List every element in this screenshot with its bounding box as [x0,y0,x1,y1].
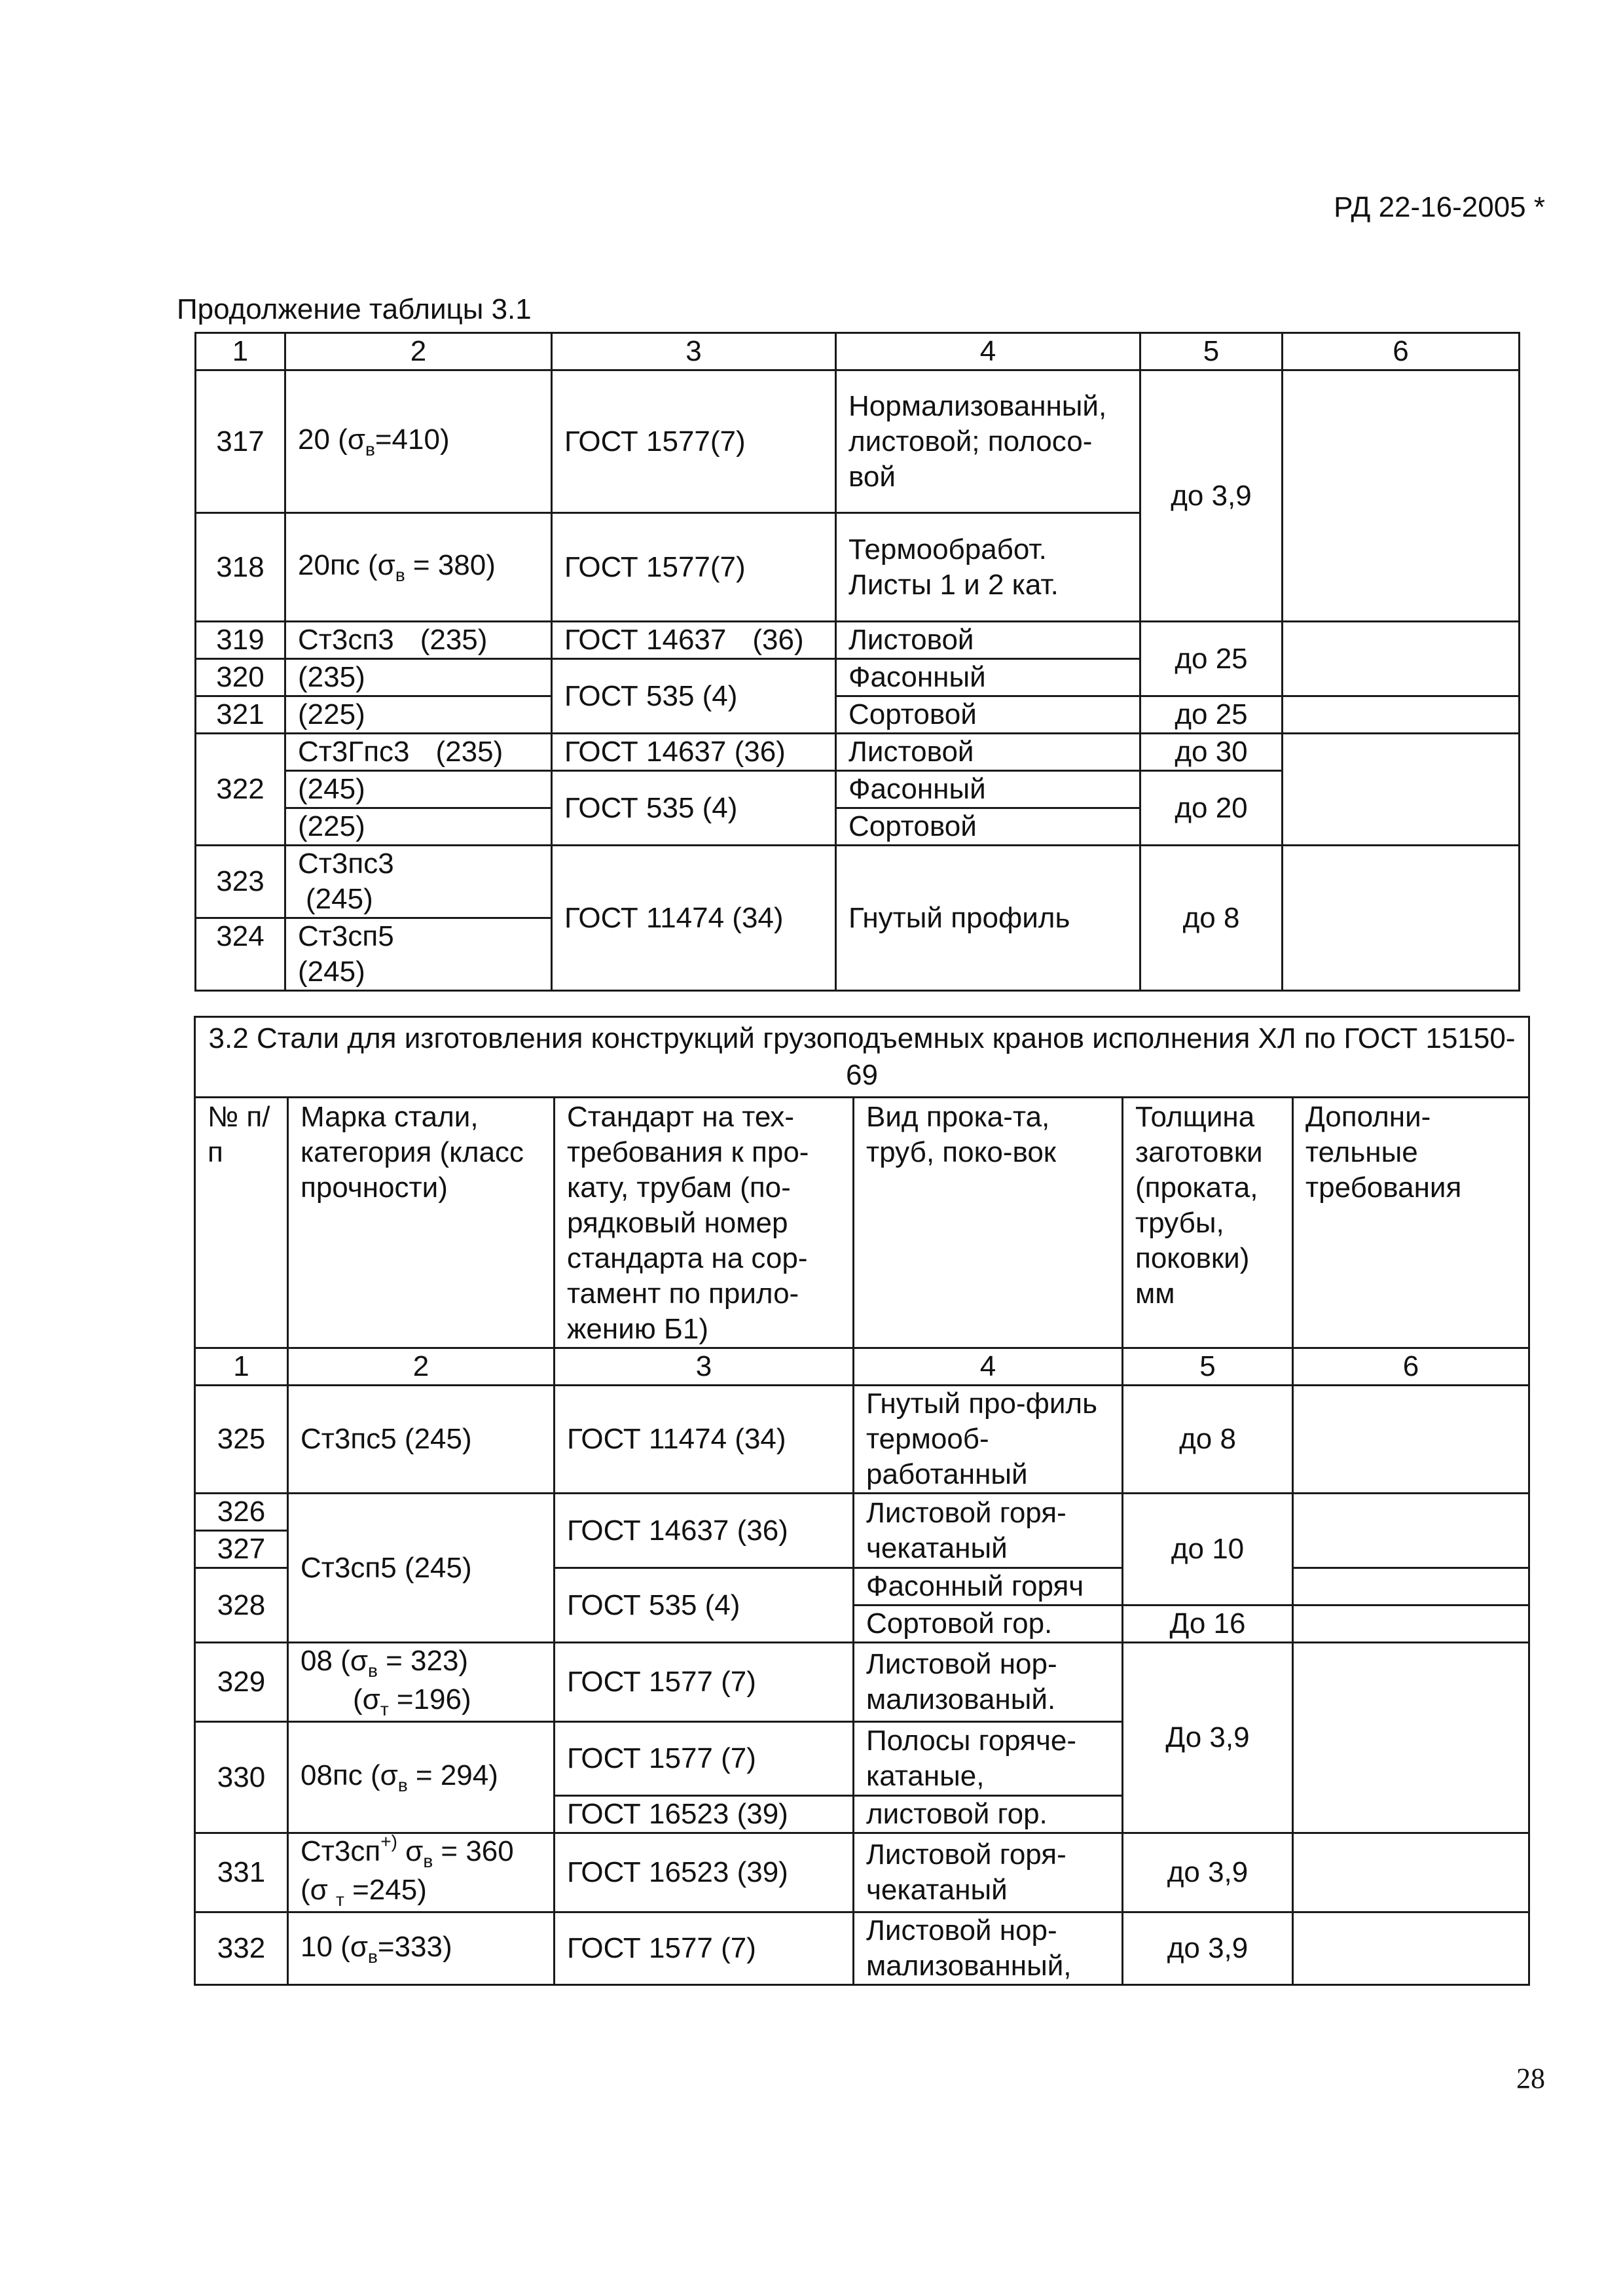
steel-grade: 20 $(\sigma_в=410)$ [285,370,552,513]
steel-grade: Ст3пс5 (245) [288,1386,555,1494]
steel-grade: Ст3сп+) $\sigma_в = 360$ (σ $_т$ =245) [288,1833,555,1912]
header-steel-grade: Марка стали, категория (класс прочности) [288,1098,555,1348]
extra-requirements [1293,1494,1529,1568]
standard: ГОСТ 11474 (34) [555,1386,854,1494]
extra-requirements [1293,1605,1529,1643]
table-row [195,1833,1529,1912]
row-number: 321 [196,696,285,734]
standard: ГОСТ 1577(7) [552,513,836,622]
product-type: Гнутый про-филь термооб-работанный [854,1386,1123,1494]
table-3-1-continuation [194,332,1520,992]
table-row [196,622,1520,659]
table-continuation-caption: Продолжение таблицы 3.1 [177,293,532,325]
steel-grade: Ст3сп5 (245) [285,918,552,991]
product-type: Листовой нор-мализованный, [854,1912,1123,1985]
steel-grade: Ст3сп3 (235) [285,622,552,659]
standard: ГОСТ 535 (4) [552,659,836,734]
page-number: 28 [1516,2062,1545,2094]
section-title: 3.2 Стали для изготовления конструкций грузоподъемных кранов исполнения ХЛ по ГОСТ 15150-69 [195,1017,1529,1098]
extra-requirements [1283,734,1520,846]
col-number: 3 [552,333,836,370]
thickness: до 10 [1123,1494,1293,1605]
col-number: 5 [1140,333,1283,370]
product-type: Листовой нор-мализованый. [854,1643,1123,1722]
standard: ГОСТ 11474 (34) [552,846,836,991]
table-row [196,696,1520,734]
row-number: 319 [196,622,285,659]
thickness: до 25 [1140,622,1283,696]
row-number: 322 [196,734,285,846]
product-type: Полосы горяче-катаные, [854,1722,1123,1796]
product-type: Сортовой [836,696,1140,734]
product-type: Фасонный горяч [854,1568,1123,1605]
product-type: Фасонный [836,659,1140,696]
standard: ГОСТ 1577(7) [552,370,836,513]
product-type: Гнутый профиль [836,846,1140,991]
steel-grade: (225) [285,808,552,846]
extra-requirements [1293,1643,1529,1833]
standard: ГОСТ 14637 (36) [555,1494,854,1568]
col-number: 6 [1293,1348,1529,1386]
col-number: 2 [288,1348,555,1386]
standard: ГОСТ 16523 (39) [555,1796,854,1833]
thickness: до 8 [1123,1386,1293,1494]
product-type: листовой гор. [854,1796,1123,1833]
table-row [195,1912,1529,1985]
row-number: 332 [195,1912,288,1985]
row-number: 317 [196,370,285,513]
row-number: 326 [195,1494,288,1531]
row-number: 331 [195,1833,288,1912]
product-type: Сортовой [836,808,1140,846]
row-number: 327 [195,1531,288,1568]
standard: ГОСТ 1577 (7) [555,1912,854,1985]
steel-grade: Ст3Гпс3 (235) [285,734,552,771]
column-number-row [196,333,1520,370]
header-row [195,1098,1529,1348]
table-row [195,1494,1529,1531]
extra-requirements [1283,696,1520,734]
document-code: РД 22-16-2005 * [1334,191,1545,223]
row-number: 320 [196,659,285,696]
extra-requirements [1293,1833,1529,1912]
header-standard: Стандарт на тех-требования к про-кату, трубам (по-рядковый номер стандарта на сор-тамент по прило-жению Б1) [555,1098,854,1348]
steel-grade: (245) [285,771,552,808]
product-type: Листовой горя-чекатаный [854,1833,1123,1912]
section-title-row [195,1017,1529,1098]
product-type: Фасонный [836,771,1140,808]
thickness: до 25 [1140,696,1283,734]
header-extra-requirements: Дополни-тельные требования [1293,1098,1529,1348]
steel-grade: 08 $(\sigma_в = 323)$ $(\sigma_т =196)$ [288,1643,555,1722]
thickness: до 3,9 [1123,1912,1293,1985]
col-number: 2 [285,333,552,370]
standard: ГОСТ 535 (4) [555,1568,854,1643]
header-number: № п/п [195,1098,288,1348]
header-product-type: Вид прока-та, труб, поко-вок [854,1098,1123,1348]
extra-requirements [1283,622,1520,696]
table-row [195,1643,1529,1722]
extra-requirements [1293,1912,1529,1985]
standard: ГОСТ 14637 (36) [552,622,836,659]
extra-requirements [1283,370,1520,622]
table-row [196,370,1520,513]
steel-grade: 08пс $(\sigma_в = 294)$ [288,1722,555,1833]
product-type: Листовой [836,622,1140,659]
thickness: до 8 [1140,846,1283,991]
standard: ГОСТ 535 (4) [552,771,836,846]
standard: ГОСТ 1577 (7) [555,1643,854,1722]
row-number: 329 [195,1643,288,1722]
row-number: 330 [195,1722,288,1833]
table-row [196,734,1520,771]
row-number: 318 [196,513,285,622]
table-row [196,846,1520,918]
col-number: 3 [555,1348,854,1386]
col-number: 1 [195,1348,288,1386]
col-number: 4 [854,1348,1123,1386]
product-type: Сортовой гор. [854,1605,1123,1643]
extra-requirements [1293,1568,1529,1605]
steel-grade: (225) [285,696,552,734]
col-number: 4 [836,333,1140,370]
product-type: Нормализованный, листовой; полосо-вой [836,370,1140,513]
product-type: Термообработ. Листы 1 и 2 кат. [836,513,1140,622]
col-number: 6 [1283,333,1520,370]
table-3-2 [194,1016,1530,1986]
standard: ГОСТ 14637 (36) [552,734,836,771]
steel-grade: 20пс $(\sigma_в = 380)$ [285,513,552,622]
thickness: до 3,9 [1140,370,1283,622]
thickness: до 20 [1140,771,1283,846]
steel-grade: (235) [285,659,552,696]
row-number: 324 [196,918,285,991]
steel-grade: Ст3пс3 (245) [285,846,552,918]
thickness: до 30 [1140,734,1283,771]
product-type: Листовой [836,734,1140,771]
row-number: 323 [196,846,285,918]
row-number: 325 [195,1386,288,1494]
column-number-row [195,1348,1529,1386]
steel-grade: Ст3сп5 (245) [288,1494,555,1643]
standard: ГОСТ 16523 (39) [555,1833,854,1912]
steel-grade: 10 $(\sigma_в=333)$ [288,1912,555,1985]
thickness: до 3,9 [1123,1833,1293,1912]
table-row [195,1386,1529,1494]
standard: ГОСТ 1577 (7) [555,1722,854,1796]
thickness: До 16 [1123,1605,1293,1643]
product-type: Листовой горя-чекатаный [854,1494,1123,1568]
row-number: 328 [195,1568,288,1643]
col-number: 1 [196,333,285,370]
header-thickness: Толщина заготовки (проката, трубы, поковки) мм [1123,1098,1293,1348]
extra-requirements [1293,1386,1529,1494]
col-number: 5 [1123,1348,1293,1386]
extra-requirements [1283,846,1520,991]
thickness: До 3,9 [1123,1643,1293,1833]
